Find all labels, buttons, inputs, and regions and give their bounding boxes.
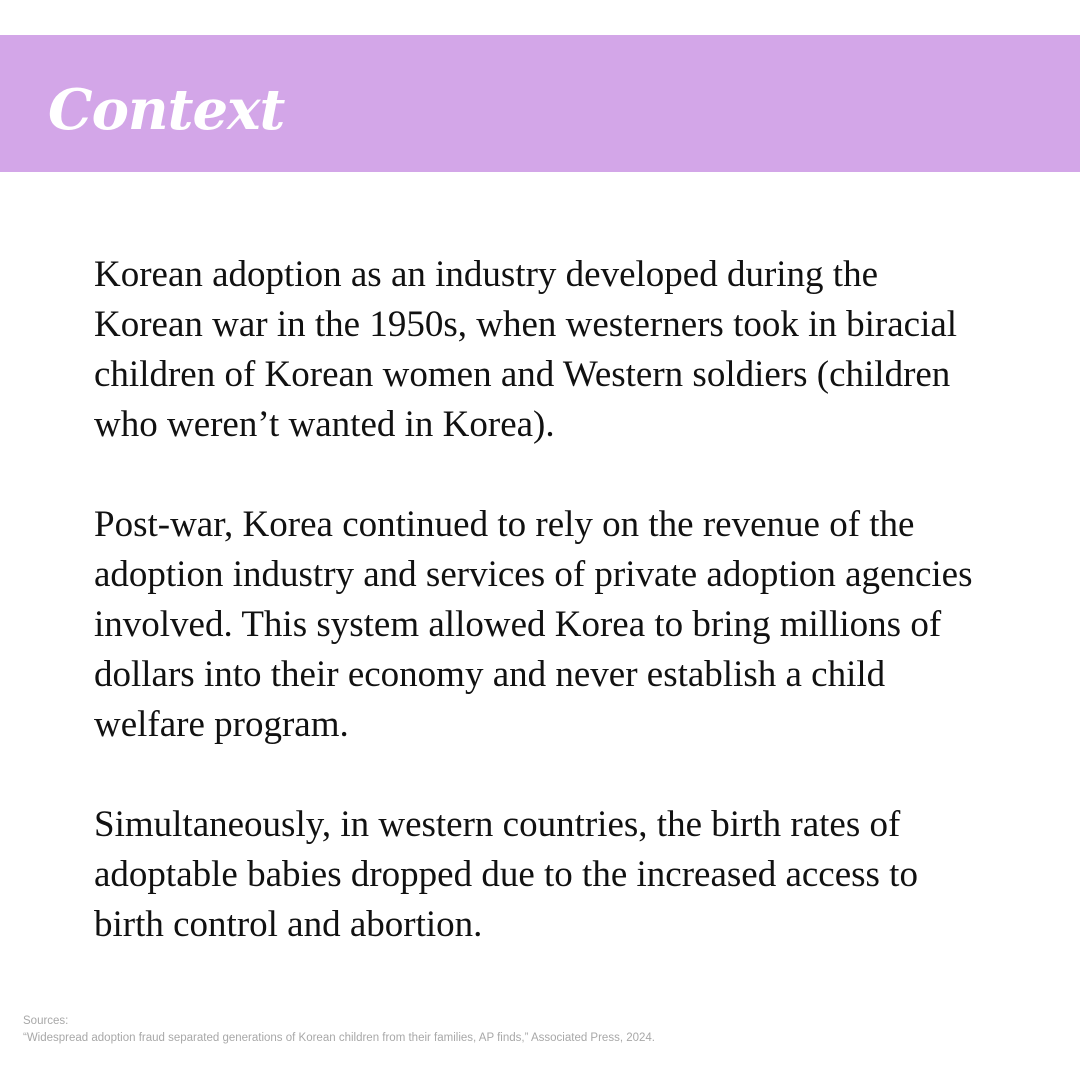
sources-citation: “Widespread adoption fraud separated generations of Korean children from their families, AP finds,” Associated Press, 2024. <box>23 1032 656 1044</box>
sources-label: Sources: <box>23 1015 69 1027</box>
page-title: Context <box>48 77 285 143</box>
paragraph-origins: Korean adoption as an industry developed during the Korean war in the 1950s, when westerners took in biracial children of Korean women and Western soldiers (children who weren’t wanted in Korea). <box>94 254 958 445</box>
sources-footer <box>23 1013 1023 1047</box>
paragraph-western-birth-rates: Simultaneously, in western countries, the birth rates of adoptable babies dropped due to the increased access to birth control and abortion. <box>94 804 918 945</box>
paragraph-post-war: Post-war, Korea continued to rely on the revenue of the adoption industry and services of private adoption agencies involved. This system allowed Korea to bring millions of dollars into their economy and never establish a child welfare program. <box>94 504 973 745</box>
body-text <box>94 250 994 950</box>
